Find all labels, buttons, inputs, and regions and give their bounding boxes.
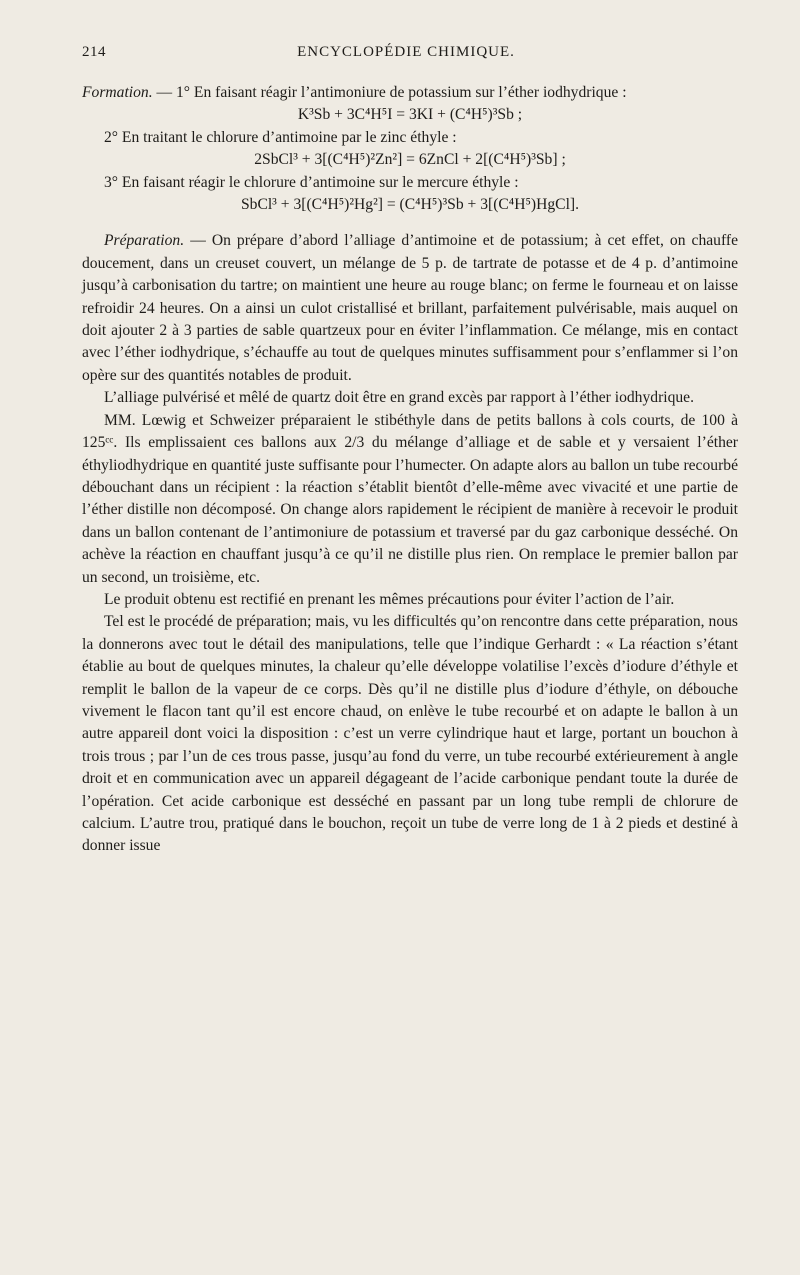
page-number: 214 (82, 44, 106, 60)
running-title: ENCYCLOPÉDIE CHIMIQUE. (297, 44, 515, 60)
preparation-text-5: Tel est le procédé de préparation; mais, vu les difficultés qu’on rencontre dans cette préparation, nous la donnerons avec tout le détail des manipulations, telle que l’indique Gerhardt : « La réaction s’étant établie au bout de quelques minutes, la chaleur qu’elle développe volatilise l’excès d’iodure d’éthyle et remplit le ballon de la vapeur de ce corps. Dès qu’il ne distille plus d’iodure d’éthyle, on débouche vivement le flacon tant qu’il est encore chaud, on enlève le tube recourbé et on adapte le ballon à un autre appareil dont voici la disposition : c’est un verre cylindrique haut et large, portant un bouchon à trois trous ; par l’un de ces trous passe, jusqu’au fond du verre, un tube recourbé extérieurement à angle droit et en communication avec un appareil dégageant de l’acide carbonique pendant toute la durée de l’opération. Cet acide carbonique est desséché en passant par un long tube rempli de chlorure de calcium. L’autre trou, pratiqué dans le bouchon, reçoit un tube de verre long de 1 à 2 pieds et destiné à donner issue (82, 613, 738, 855)
preparation-text-1: — On prépare d’abord l’alliage d’antimoine et de potassium; à cet effet, on chauffe doucement, dans un creuset couvert, un mélange de 5 p. de tartrate de potasse et de 4 p. d’antimoine jusqu’à carbonisation du tartre; on maintient une heure au rouge blanc; on ferme le fourneau et on laisse refroidir 24 heures. On a ainsi un culot cristallisé et brillant, parfaitement pulvérisable, mais auquel on doit ajouter 2 à 3 parties de sable quartzeux pour en éviter l’inflammation. Ce mélange, mis en contact avec l’éther iodhydrique, s’échauffe au tout de quelques minutes suffisamment pour s’enflammer si l’on opère sur des quantités notables de produit. (82, 232, 738, 384)
formula-2: 2SbCl³ + 3[(C⁴H⁵)²Zn²] = 6ZnCl + 2[(C⁴H⁵)³Sb] ; (254, 151, 566, 169)
preparation-text-3: MM. Lœwig et Schweizer préparaient le stibéthyle dans de petits ballons à cols courts, de 100 à 125ᶜᶜ. Ils emplissaient ces ballons aux 2/3 du mélange d’alliage et de sable et y versaient l’éther éthyliodhydrique en quantité juste suffisante pour l’humecter. On adapte alors au ballon un tube recourbé débouchant dans un récipient : la réaction s’établit bientôt d’elle-même avec vivacité et une partie de l’éther distille non décomposé. On change alors rapidement le récipient de manière à recevoir le produit dans un ballon contenant de l’antimoniure de potassium et traversé par du gaz carbonique desséché. On achève la réaction en chauffant jusqu’à ce qu’il ne distille plus rien. On remplace le premier ballon par un second, un troisième, etc. (82, 411, 738, 586)
formation-label: Formation. (82, 84, 153, 101)
formation-step-2: 2° En traitant le chlorure d’antimoine par le zinc éthyle : (104, 128, 457, 146)
preparation-text-2: L’alliage pulvérisé et mêlé de quartz doit être en grand excès par rapport à l’éther iodhydrique. (104, 389, 695, 407)
formation-intro: — 1° En faisant réagir l’antimoniure de potassium sur l’éther iodhydrique : (152, 84, 627, 101)
page-header (82, 44, 730, 68)
formation-paragraph (82, 82, 738, 104)
preparation-label: Préparation. (104, 232, 185, 250)
formula-3: SbCl³ + 3[(C⁴H⁵)²Hg²] = (C⁴H⁵)³Sb + 3[(C⁴H⁵)HgCl]. (240, 196, 580, 214)
formation-step-3: 3° En faisant réagir le chlorure d’antimoine sur le mercure éthyle : (104, 173, 519, 191)
formula-1: K³Sb + 3C⁴H⁵I = 3KI + (C⁴H⁵)³Sb ; (297, 106, 523, 124)
page-body (82, 82, 738, 858)
preparation-text-4: Le produit obtenu est rectifié en prenant les mêmes précautions pour éviter l’action de l’air. (104, 590, 675, 608)
preparation-paragraph (82, 230, 738, 387)
